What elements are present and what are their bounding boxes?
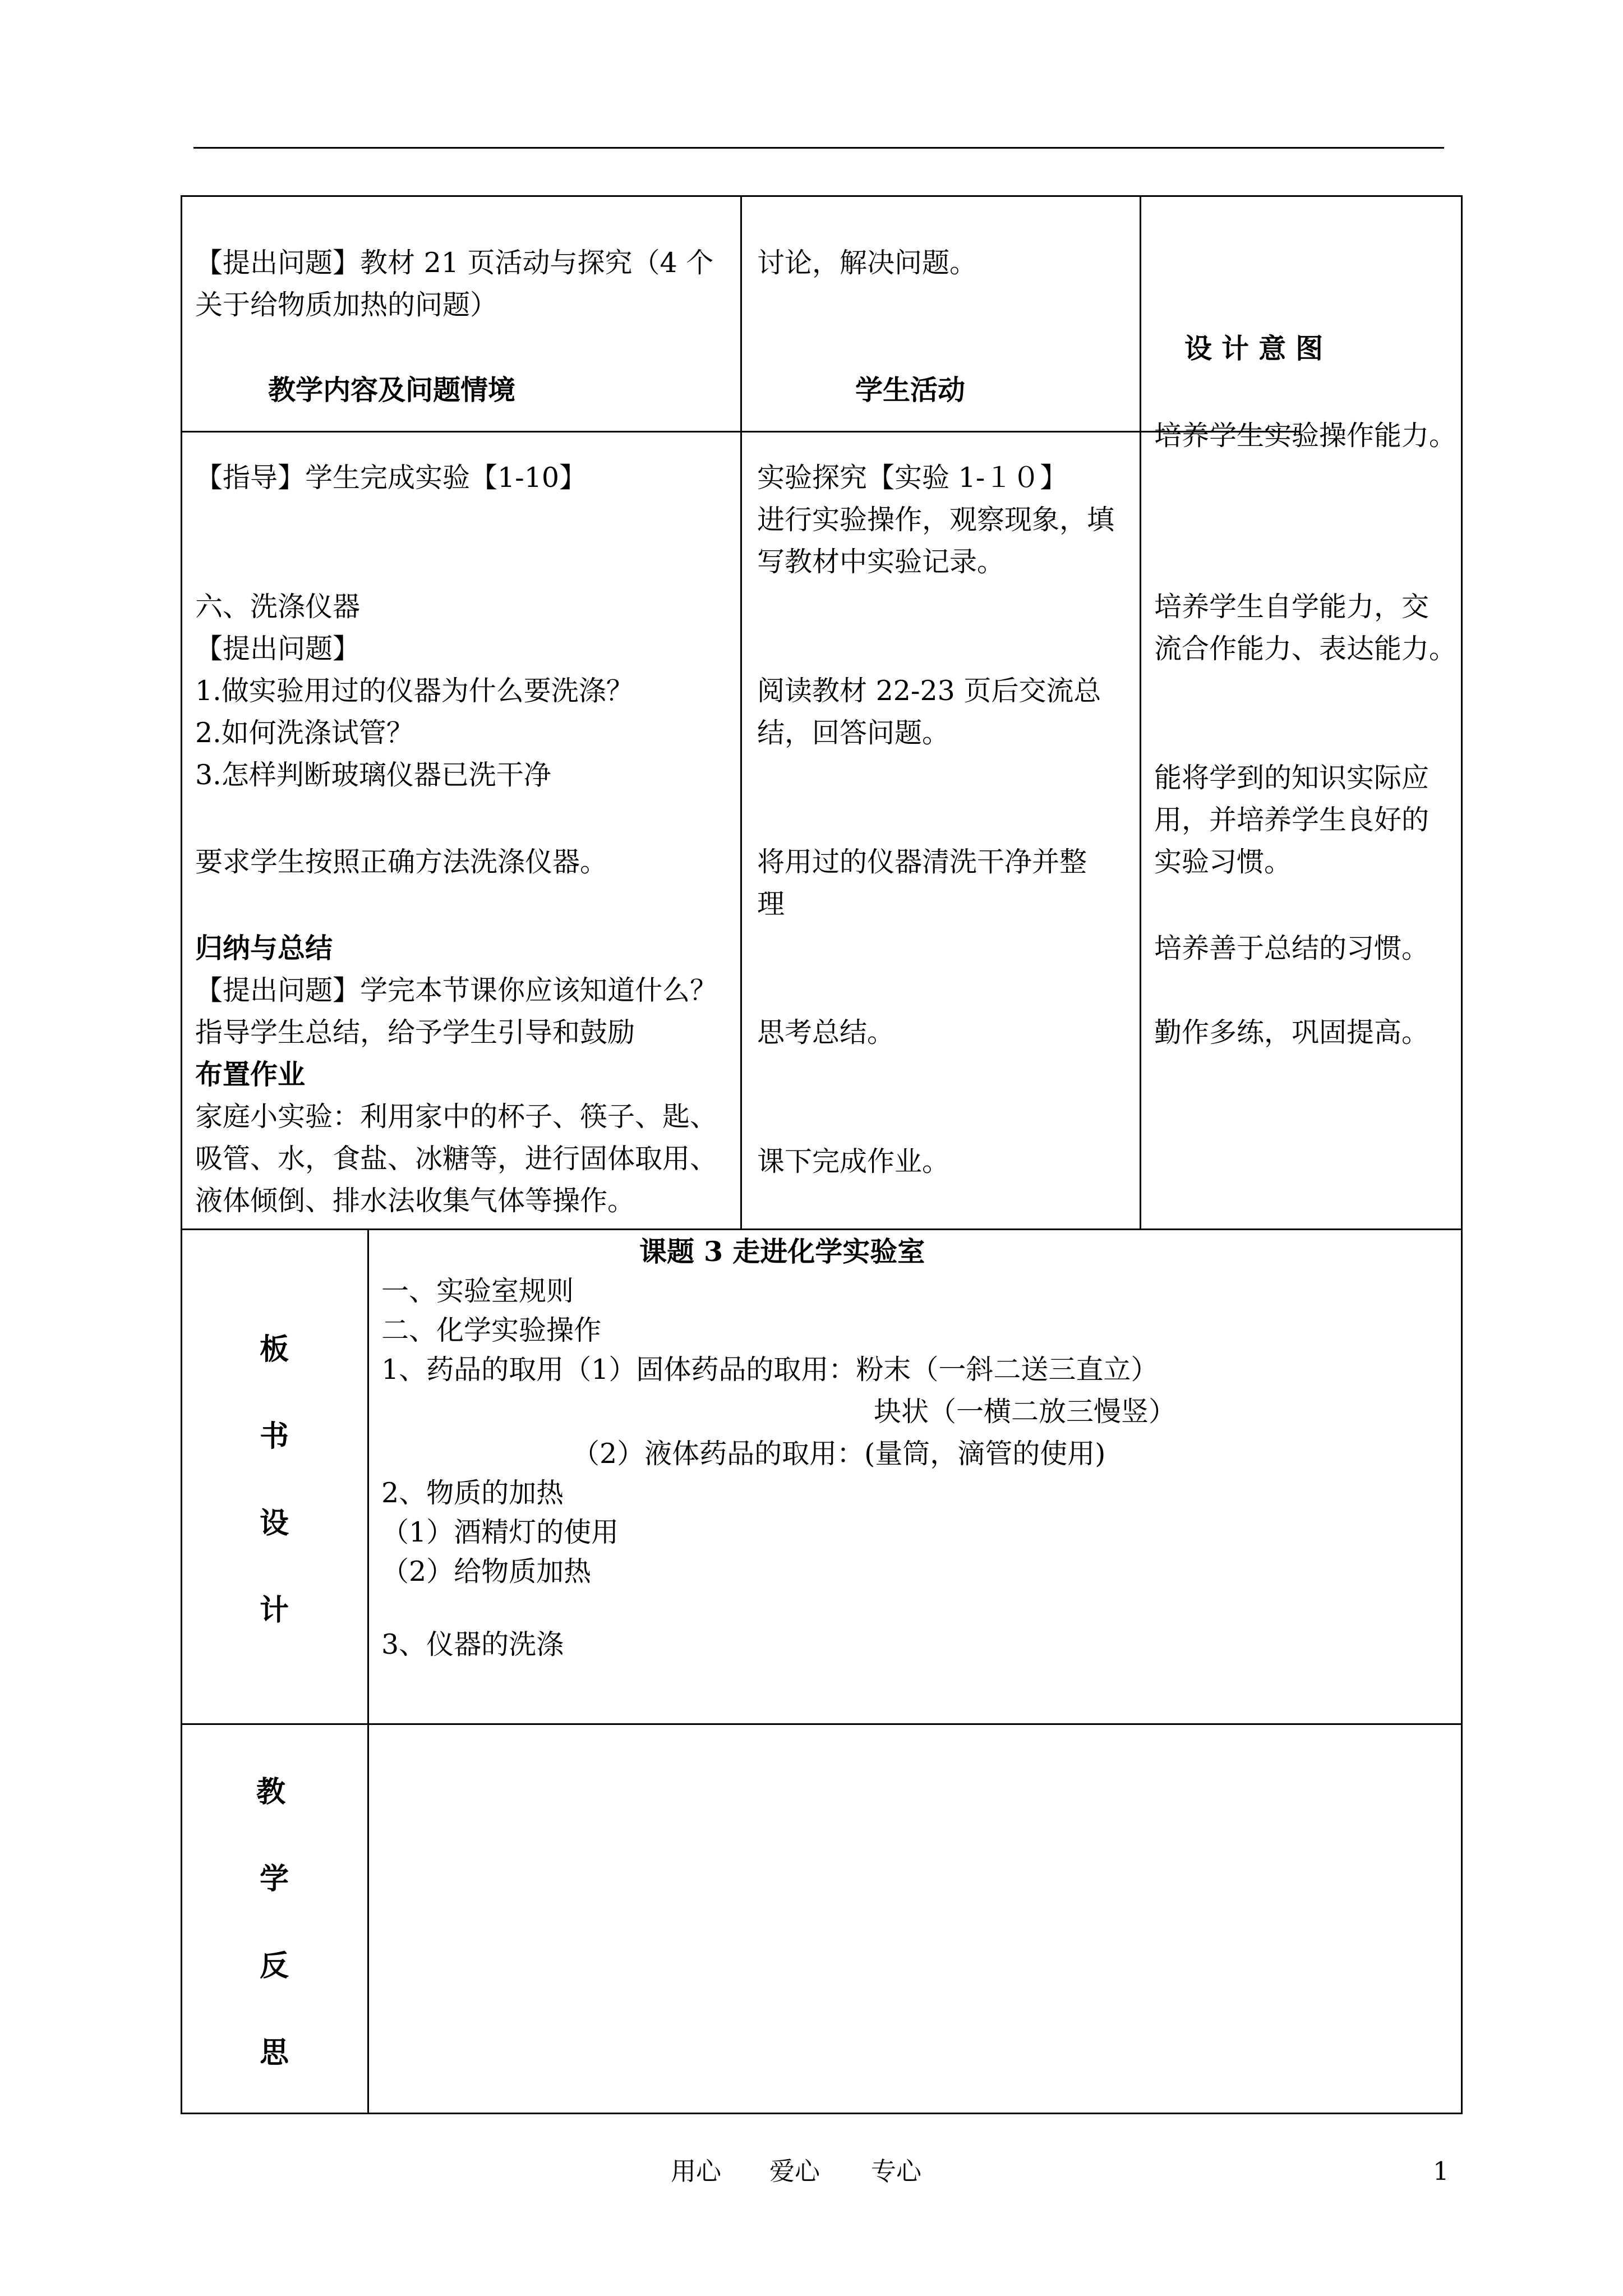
homework-line-1: 家庭小实验：利用家中的杯子、筷子、匙、 [195, 1101, 718, 1133]
board-line-1: 一、实验室规则 [381, 1275, 574, 1307]
wash-question-label: 【提出问题】 [195, 633, 361, 665]
intent-b2: 流合作能力、表达能力。 [1154, 633, 1457, 665]
intent-c1: 能将学到的知识实际应 [1154, 762, 1430, 794]
top-question-1: 【提出问题】教材 21 页活动与探究（4 个 [195, 247, 714, 279]
board-title: 课题 3 走进化学实验室 [639, 1235, 925, 1268]
read-line-1: 阅读教材 22-23 页后交流总 [757, 675, 1101, 707]
top-discuss: 讨论，解决问题。 [757, 247, 978, 279]
experiment-line-1: 实验探究【实验 1-１０】 [757, 462, 1068, 494]
reflection-content-area [370, 1726, 1460, 2112]
table-border-top [181, 195, 1463, 197]
experiment-line-2: 进行实验操作，观察现象，填 [757, 504, 1115, 536]
board-label-char-2: 书 [259, 1419, 289, 1453]
page-number: 1 [1433, 2156, 1449, 2186]
col-divider-1 [740, 195, 742, 1230]
homework-line-2: 吸管、水，食盐、冰糖等，进行固体取用、 [195, 1143, 718, 1175]
guide-text: 【指导】学生完成实验【1-10】 [195, 462, 587, 494]
board-label-char-3: 设 [259, 1506, 289, 1540]
think-text: 思考总结。 [757, 1016, 895, 1048]
homework-line-3: 液体倾倒、排水法收集气体等操作。 [195, 1185, 635, 1217]
clean-line-1: 将用过的仪器清洗干净并整 [757, 846, 1087, 878]
footer-word-1: 用心 [671, 2156, 722, 2186]
summary-guide: 指导学生总结，给予学生引导和鼓励 [195, 1016, 635, 1048]
intent-d1: 培养善于总结的习惯。 [1154, 932, 1430, 964]
board-line-9: 3、仪器的洗涤 [381, 1628, 564, 1660]
design-intent-header: 设 计 意 图 [1184, 332, 1324, 365]
question-2: 2.如何洗涤试管？ [195, 717, 414, 749]
clean-line-2: 理 [757, 888, 785, 920]
intent-e1: 勤作多练，巩固提高。 [1154, 1016, 1430, 1048]
content-header: 教学内容及问题情境 [268, 374, 516, 406]
summary-title: 归纳与总结 [195, 932, 333, 964]
col-divider-2 [1140, 195, 1141, 1230]
intent-b1: 培养学生自学能力，交 [1154, 591, 1430, 623]
table-border-bottom [181, 2113, 1463, 2114]
intent-c2: 用，并培养学生良好的 [1154, 804, 1430, 836]
footer-word-2: 爱心 [769, 2156, 820, 2186]
reflection-label-char-4: 思 [259, 2036, 289, 2070]
reflection-label-char-1: 教 [256, 1775, 285, 1809]
board-line-4: 块状（一横二放三慢竖） [874, 1396, 1177, 1428]
board-line-2: 二、化学实验操作 [381, 1314, 602, 1346]
board-label-char-1: 板 [259, 1332, 289, 1366]
question-1: 1.做实验用过的仪器为什么要洗涤？ [195, 675, 634, 707]
summary-question: 【提出问题】学完本节课你应该知道什么？ [195, 974, 718, 1006]
read-line-2: 结，回答问题。 [757, 717, 950, 749]
wash-title: 六、洗涤仪器 [195, 591, 361, 623]
intent-c3: 实验习惯。 [1154, 846, 1292, 878]
section-divider-reflection [181, 1723, 1463, 1725]
board-line-5: （2）液体药品的取用：(量筒，滴管的使用) [572, 1438, 1106, 1470]
intent-a1: 培养学生实验操作能力。 [1154, 420, 1457, 452]
question-3: 3.怎样判断玻璃仪器已洗干净 [195, 759, 551, 791]
homework-activity: 课下完成作业。 [757, 1145, 950, 1177]
activity-header: 学生活动 [855, 374, 966, 406]
table-border-right [1461, 195, 1463, 2114]
board-label-char-4: 计 [259, 1593, 289, 1627]
reflection-label-char-3: 反 [259, 1949, 289, 1983]
reflection-label-char-2: 学 [259, 1862, 289, 1896]
homework-title: 布置作业 [195, 1058, 306, 1091]
require-text: 要求学生按照正确方法洗涤仪器。 [195, 846, 608, 878]
label-divider [367, 1228, 369, 2114]
header-rule [193, 147, 1444, 149]
board-line-8: （2）给物质加热 [381, 1556, 592, 1588]
top-question-2: 关于给物质加热的问题） [195, 289, 498, 321]
board-line-7: （1）酒精灯的使用 [381, 1516, 619, 1548]
table-border-left [181, 195, 182, 2114]
board-line-3: 1、药品的取用（1）固体药品的取用：粉末（一斜二送三直立） [381, 1354, 1159, 1386]
experiment-line-3: 写教材中实验记录。 [757, 546, 1005, 578]
footer-word-3: 专心 [871, 2156, 922, 2186]
board-line-6: 2、物质的加热 [381, 1477, 564, 1509]
